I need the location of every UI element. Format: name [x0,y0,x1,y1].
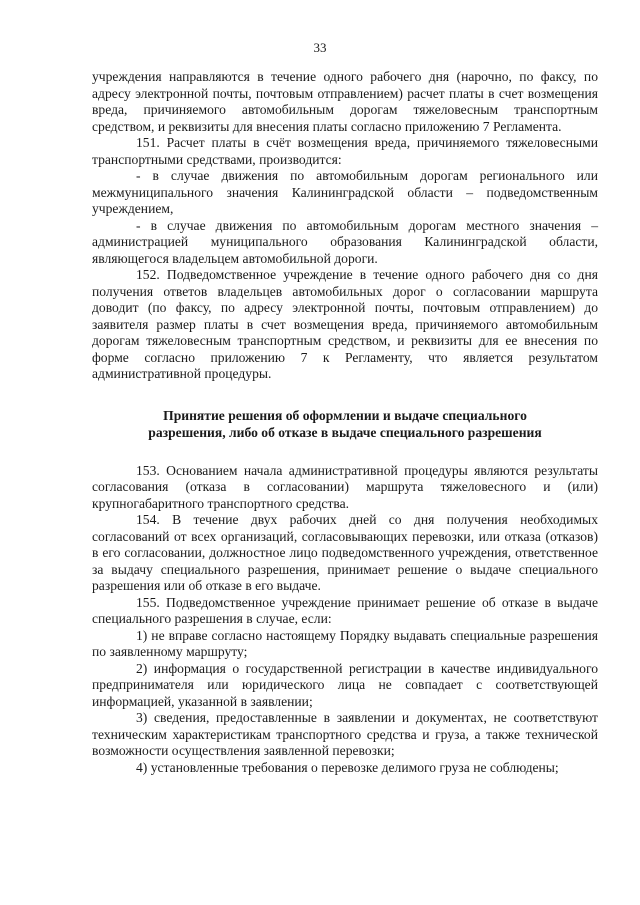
paragraph-p-155-2: 2) информация о государственной регистрации в качестве индивидуального предпринимателя или юридического лица не совпадает с соответствующей информацией, указанной в заявлении; [92,660,598,709]
section-heading [92,407,598,441]
paragraph-p-155-3: 3) сведения, предоставленные в заявлении и документах, не соответствуют техническим характеристикам транспортного средства и груза, а также технической возможности осуществления заявленной перевозки; [92,710,598,758]
page-number: 33 [313,40,327,55]
document-body [92,69,598,776]
paragraph-p-155-1: 1) не вправе согласно настоящему Порядку выдавать специальные разрешения по заявленному маршруту; [92,627,598,659]
paragraph-p-153: 153. Основанием начала административной процедуры являются результаты согласования (отказа в согласовании) маршрута тяжеловесного и (или) крупногабаритного транспортного средства. [92,462,598,511]
text-block-top [92,69,598,383]
paragraph-p-154: 154. В течение двух рабочих дней со дня получения необходимых согласований от всех организаций, согласовывающих перевозки, или отказа (отказов) в его согласовании, должностное лицо подведомственного учреждения, ответственное за выдачу специального разрешения, принимает решение о выдаче специального разрешения или об отказе в его выдаче. [92,512,598,593]
section-heading-line-1: Принятие решения об оформлении и выдаче специального [163,407,527,423]
paragraph-p-151-b: - в случае движения по автомобильным дорогам местного значения – администрацией муниципального образования Калининградской области, являющегося владельцем автомобильной дороги. [92,217,598,266]
paragraph-p-152: 152. Подведомственное учреждение в течение одного рабочего дня со дня получения ответов владельцев автомобильных дорог о согласовании маршрута доводит (по факсу, по адресу электронной почты, почтовым отправлением) до заявителя размер платы в счет возмещения вреда, причиняемого автомобильным дорогам тяжеловесным транспортным средством, и реквизиты для ее внесения по форме согласно приложению 7 к Регламенту, что является результатом административной процедуры. [92,267,598,381]
text-block-bottom [92,463,598,777]
paragraph-p-151-a: - в случае движения по автомобильным дорогам регионального или межмуниципального значения Калининградской области – подведомственным учреждением, [92,168,598,216]
paragraph-p-155-4: 4) установленные требования о перевозке делимого груза не соблюдены; [136,759,559,775]
paragraph-p-151: 151. Расчет платы в счёт возмещения вреда, причиняемого тяжеловесными транспортными средствами, производится: [92,135,598,167]
paragraph-p-155: 155. Подведомственное учреждение принимает решение об отказе в выдаче специального разрешения в случае, если: [92,594,598,626]
section-heading-line-2: разрешения, либо об отказе в выдаче специального разрешения [148,424,542,440]
paragraph-p-cont: учреждения направляются в течение одного рабочего дня (нарочно, по факсу, по адресу электронной почты, почтовым отправлением) расчет платы в счет возмещения вреда, причиняемого автомобильным дорогам тяжеловесным транспортным средством, и реквизиты для внесения платы согласно приложению 7 Регламента. [92,69,598,134]
